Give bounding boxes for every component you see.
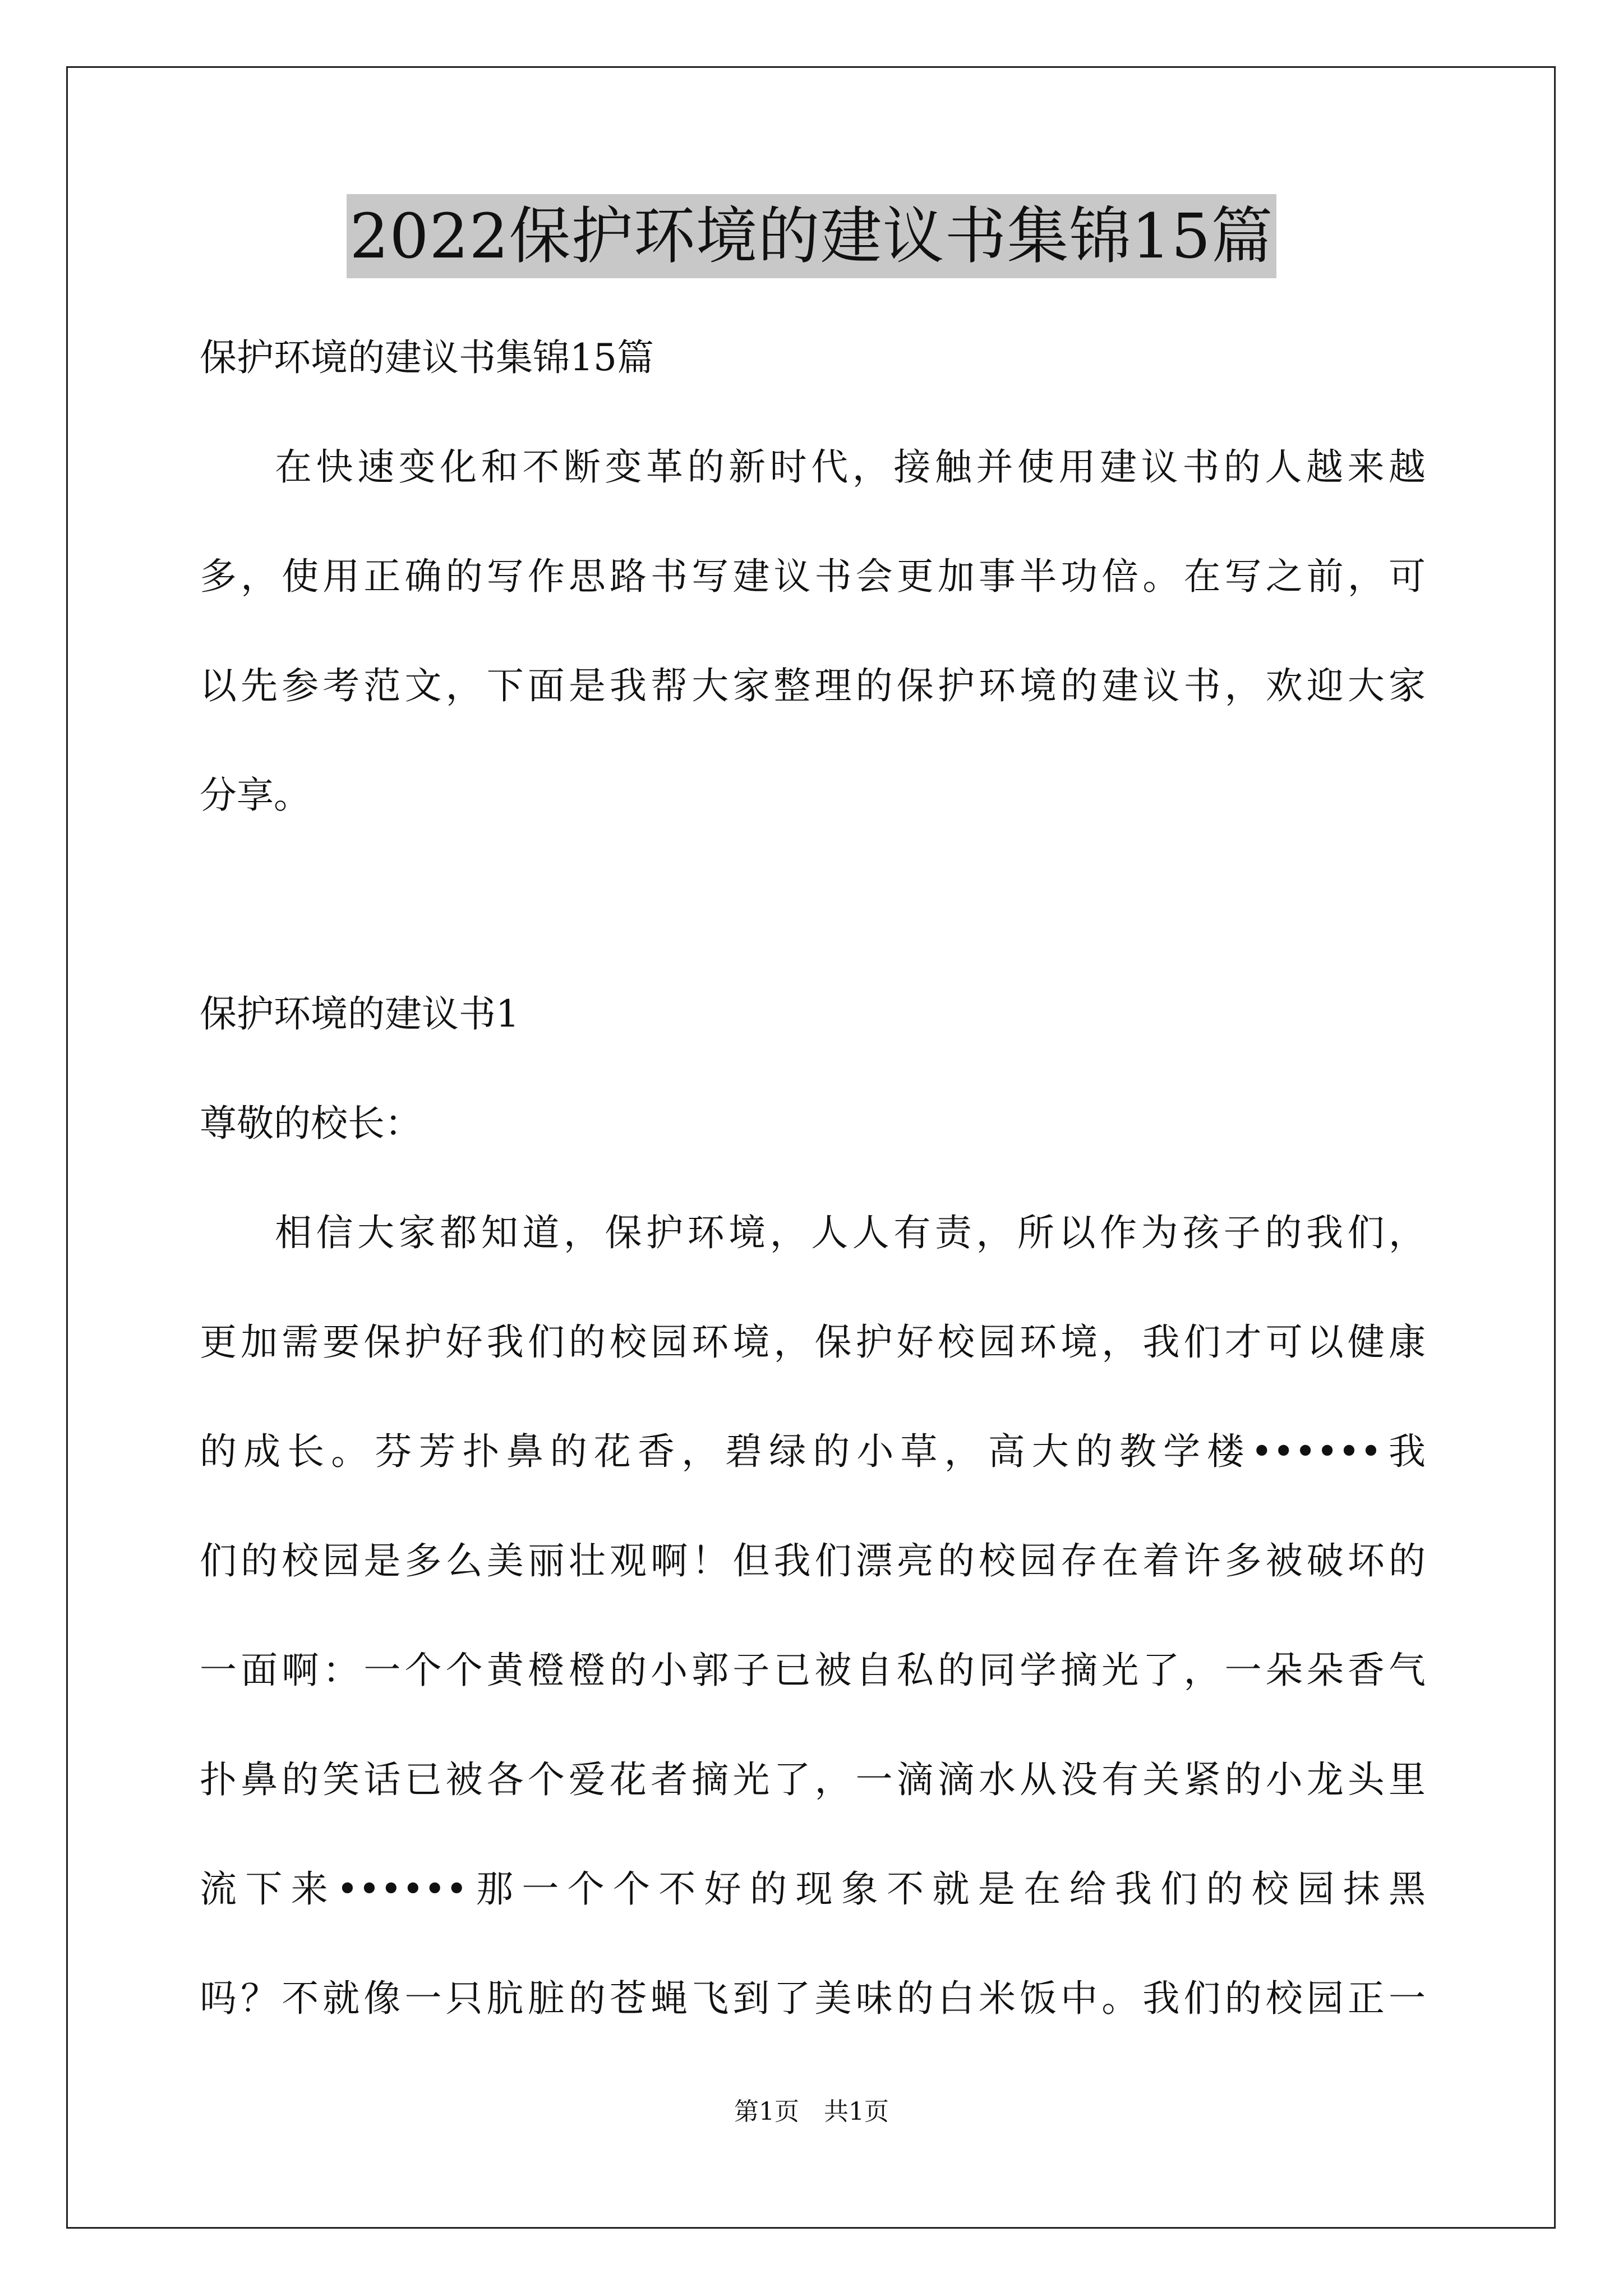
document-body — [200, 303, 1426, 2053]
intro-line: 在快速变化和不断变革的新时代，接触并使用建议书的人越来越 — [275, 445, 1426, 489]
body-line: 们的校园是多么美丽壮观啊！但我们漂亮的校园存在着许多被破坏的 — [200, 1539, 1426, 1582]
body-line: 流下来••••••那一个个不好的现象不就是在给我们的校园抹黑 — [200, 1867, 1426, 1911]
body-line: 扑鼻的笑话已被各个爱花者摘光了，一滴滴水从没有关紧的小龙头里 — [200, 1758, 1426, 1801]
page-footer: 第1页 共1页 — [734, 2097, 889, 2126]
body-line: 一面啊：一个个黄橙橙的小郭子已被自私的同学摘光了，一朵朵香气 — [200, 1649, 1426, 1692]
body-line: 相信大家都知道，保护环境，人人有责，所以作为孩子的我们， — [275, 1211, 1426, 1254]
body-line: 吗？不就像一只肮脏的苍蝇飞到了美味的白米饭中。我们的校园正一 — [200, 1977, 1426, 2020]
intro-line: 多，使用正确的写作思路书写建议书会更加事半功倍。在写之前，可 — [200, 555, 1426, 598]
intro-line: 以先参考范文，下面是我帮大家整理的保护环境的建议书，欢迎大家 — [200, 664, 1426, 707]
body-line: 更加需要保护好我们的校园环境，保护好校园环境，我们才可以健康 — [200, 1320, 1426, 1364]
section-heading: 保护环境的建议书1 — [200, 992, 519, 1036]
paragraph-gap — [200, 850, 1426, 959]
document-title: 2022保护环境的建议书集锦15篇 — [347, 194, 1277, 278]
salutation: 尊敬的校长： — [200, 1102, 422, 1145]
body-line: 的成长。芬芳扑鼻的花香，碧绿的小草，高大的教学楼••••••我 — [200, 1430, 1426, 1473]
intro-line: 分享。 — [200, 774, 311, 817]
subtitle: 保护环境的建议书集锦15篇 — [200, 336, 654, 379]
title-container — [0, 194, 1623, 278]
